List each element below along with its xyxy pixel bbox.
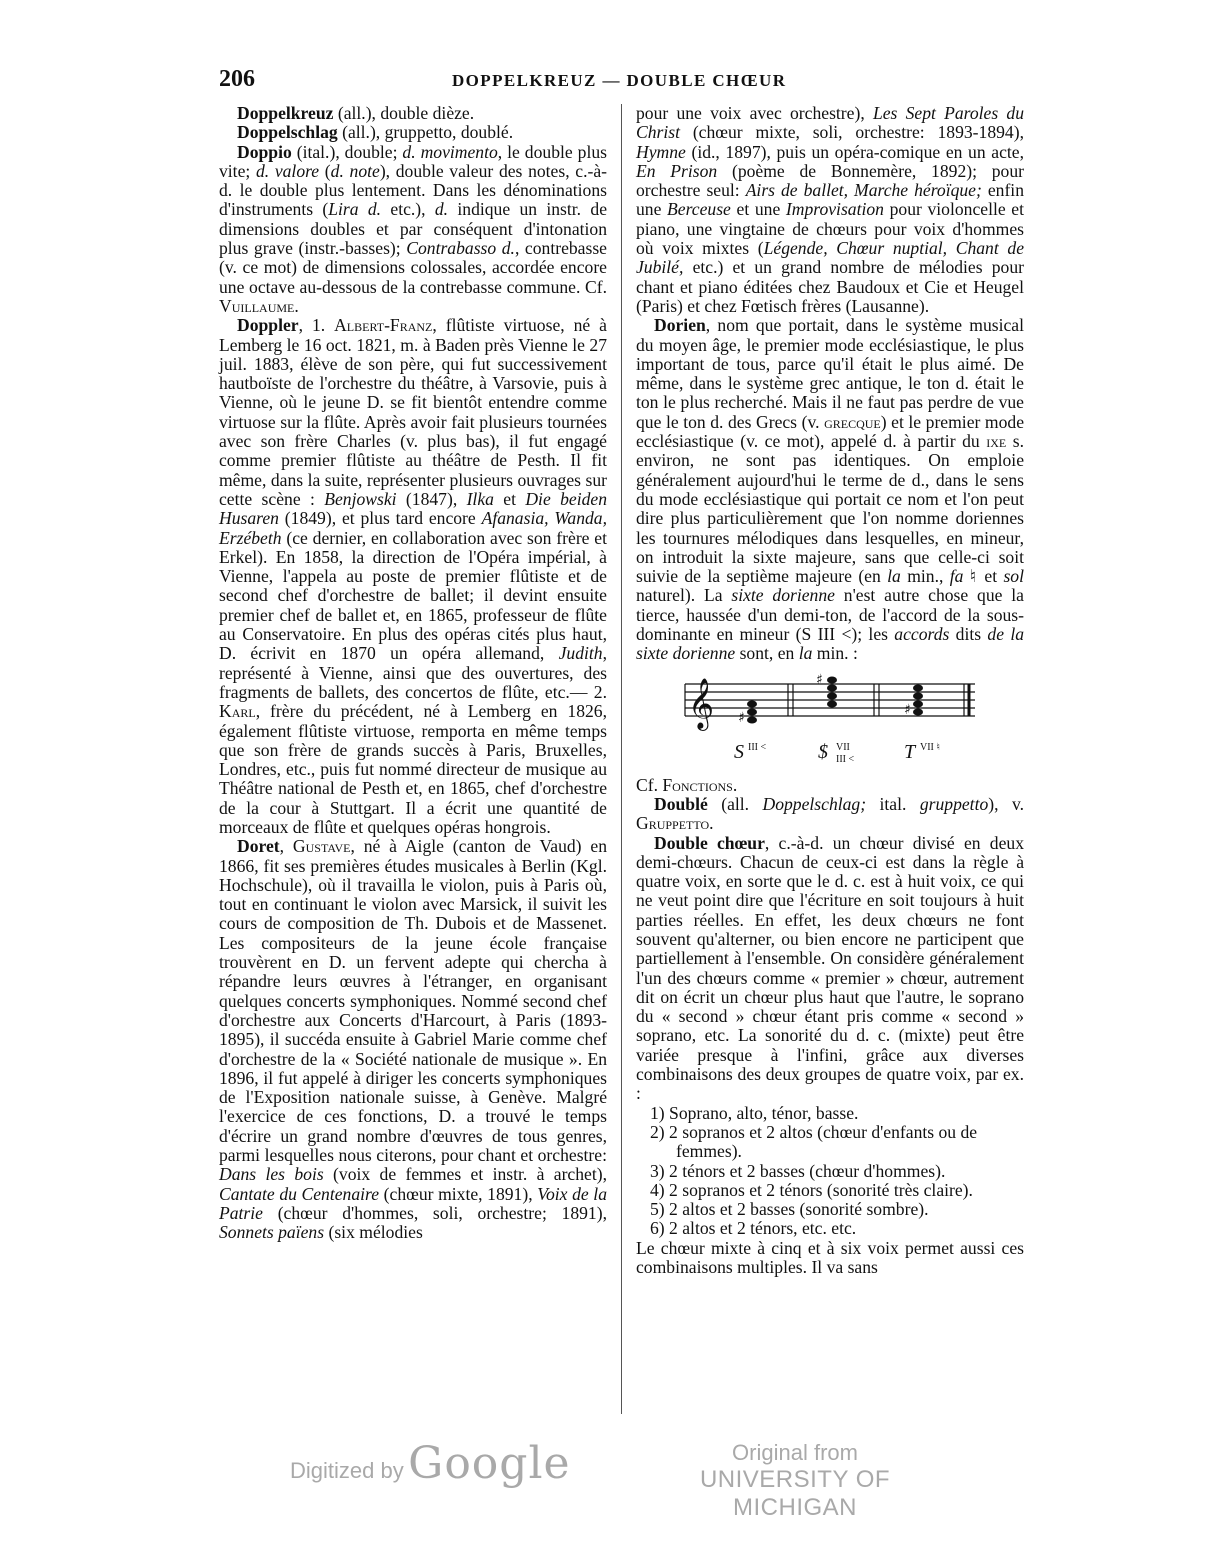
svg-text:III <: III <	[748, 741, 767, 753]
headword: Doret	[237, 836, 280, 857]
headword: Doppelkreuz	[237, 103, 334, 123]
entry-doppelschlag: Doppelschlag (all.), gruppetto, doublé.	[237, 122, 514, 143]
google-logo: Google	[408, 1438, 571, 1489]
voice-combination-list	[636, 1104, 1024, 1239]
left-column	[219, 104, 607, 1243]
svg-text:VII: VII	[836, 741, 850, 753]
music-staff-example	[680, 670, 980, 770]
chord-label-s-barred: $	[818, 740, 828, 763]
list-item: 6) 2 altos et 2 ténors, etc. etc.	[650, 1218, 857, 1239]
list-item: 2) 2 sopranos et 2 altos (chœur d'enfants ou de femmes).	[650, 1121, 978, 1162]
svg-text:VII ♮: VII ♮	[920, 741, 940, 753]
entry-doret-continued: pour une voix avec orchestre), Les Sept Paroles du Christ (chœur mixte, soli, orchestre: 1893-1894), Hymne (id., 1897), puis un opéra-comique en un acte, En Prison (poème de Bonnemère, 1892); pour orchestre seul: Airs de ballet, Marche héroïque; enfin une Berceuse et une Improvisation pour violoncelle et piano, une vingtaine de chœurs pour voix d'hommes où voix mixtes (Légende, Chœur nuptial, Chant de Jubilé, etc.) et un grand nombre de mélodies pour chant et piano éditées chez Baudoux et Cie et Heugel (Paris) et chez Fœtisch frères (Lausanne).	[636, 103, 1025, 316]
list-item: 5) 2 altos et 2 basses (sonorité sombre).	[650, 1199, 929, 1220]
entry-dorien: Dorien, nom que portait, dans le système musical du moyen âge, le premier mode ecclésiastique, le plus important de tous, parce qu'il était le plus aimé. De même, dans le système grec antique, le ton d. était le ton le plus recherché. Mais il ne faut pas perdre de vue que le ton d. des Grecs (v. grecque) et le premier mode ecclésiastique (v. ce mot), appelé d. à partir du ixe s. environ, ne sont pas identiques. On emploie généralement aujourd'hui le terme de d., dans le sens du mode ecclésiastique qui portait ce nom et l'on peut dire plus particulièrement que l'on nomme doriennes les tournures mélodiques dans lesquelles, en mineur, on introduit la sixte majeure, sans que celle-ci soit suivie de la septième majeure (en la min., fa ♮ et sol naturel). La sixte dorienne n'est autre chose que la tierce, haussée d'un demi-ton, de l'accord de la sous-dominante en mineur (S III <); les accords dits de la sixte dorienne sont, en la min. :	[636, 315, 1025, 664]
headword: Doppler	[237, 315, 299, 336]
entry-double: Doublé (all. Doppelschlag; ital. gruppetto), v. Gruppetto.	[636, 793, 1025, 834]
list-item: 4) 2 sopranos et 2 ténors (sonorité très claire).	[650, 1179, 973, 1200]
svg-text:III <: III <	[836, 753, 855, 765]
headword: Doppio	[237, 141, 292, 162]
headword: Doublé	[654, 793, 708, 814]
entry-doppler: Doppler, 1. Albert-Franz, flûtiste virtuose, né à Lemberg le 16 oct. 1821, m. à Baden près Vienne le 27 juil. 1883, élève de son père, qui fut successivement hautboïste de l'orchestre du théâtre, à Varsovie, puis à Vienne, où le jeune D. se fit bientôt entendre comme virtuose sur la flûte. Après avoir fait plusieurs tournées avec son frère Charles (v. plus bas), il fut engagé comme premier flûtiste au théâtre de Pesth. Il fit même, dans la suite, représenter plusieurs ouvrages sur cette scène : Benjowski (1847), Ilka et Die beiden Husaren (1849), et plus tard encore Afanasia, Wanda, Erzébeth (ce dernier, en collaboration avec son frère et Erkel). En 1858, la direction de l'Opéra impérial, à Vienne, l'appela au poste de premier flûtiste et de second chef d'orchestre de ballet; il devint ensuite premier chef de ballet et, en 1865, professeur de flûte au Conservatoire. En plus des opéras cités plus haut, D. écrivit en 1870 un opéra allemand, Judith, représenté à Vienne, ainsi que des ouvertures, des fragments de ballets, des concertos de flûte, etc.— 2. Karl, frère du précédent, né à Lemberg en 1826, également flûtiste virtuose, remporta en même temps que son frère de grands succès à Paris, Bruxelles, Londres, etc., puis fut nommé directeur de musique au Théâtre national de Pesth et, en 1865, chef d'orchestre de la cour à Stuttgart. Il a écrit une quantité de morceaux de flûte et quelques opéras hongrois.	[219, 315, 608, 837]
chord-label-s: S	[734, 740, 744, 763]
list-item: 3) 2 ténors et 2 basses (chœur d'hommes).	[650, 1160, 946, 1181]
final-paragraph: Le chœur mixte à cinq et à six voix permet aussi ces combinaisons multiples. Il va sans	[636, 1237, 1024, 1278]
headword: Dorien	[654, 315, 706, 336]
cf-fonctions: Cf. Fonctions.	[636, 774, 738, 795]
treble-clef-icon: 𝄞	[688, 677, 715, 729]
chord-label-t: T	[904, 740, 916, 763]
entry-doret: Doret, Gustave, né à Aigle (canton de Vaud) en 1866, fit ses premières études musicales à Berlin (Kgl. Hochschule), où il travailla le violon, puis à Paris où, tout en continuant le violon avec Marsick, il suivit les cours de composition de Th. Dubois et de Massenet. Les compositeurs de la jeune école française trouvèrent en D. un fervent adepte qui chercha à répandre leurs œuvres à l'étranger, en organisant quelques concerts symphoniques. Nommé second chef d'orchestre aux Concerts d'Harcourt, à Paris (1893-1895), il succéda ensuite à Gabriel Marie comme chef d'orchestre de la « Société nationale de musique ». En 1896, il fut appelé à diriger les concerts symphoniques de l'Exposition nationale suisse, à Genève. Malgré l'exercice de ces fonctions, D. a trouvé le temps d'écrire un grand nombre d'œuvres de tous genres, parmi lesquelles nous citerons, pour chant et orchestre: Dans les bois (voix de femmes et instr. à archet), Cantate du Centenaire (chœur mixte, 1891), Voix de la Patrie (chœur d'hommes, soli, orchestre; 1891), Sonnets païens (six mélodies	[219, 836, 607, 1243]
list-item: 1) Soprano, alto, ténor, basse.	[650, 1102, 859, 1123]
entry-doppio: Doppio (ital.), double; d. movimento, le double plus vite; d. valore (d. note), double valeur des notes, c.-à-d. le double plus lentement. Dans les dénominations d'instruments (Lira d. etc.), d. indique un instr. de dimensions doubles et par conséquent d'intonation plus grave (instr.-basses); Contrabasso d., contrebasse (v. ce mot) de dimensions colossales, accordée encore une octave au-dessous de la contrebasse commune. Cf. Vuillaume.	[219, 141, 608, 316]
entry-doppelkreuz: Doppelkreuz (all.), double dièze.	[237, 103, 475, 123]
page-number: 206	[219, 66, 255, 92]
svg-text:♯: ♯	[738, 709, 745, 726]
right-column	[636, 104, 1024, 1277]
entry-double-choeur: Double chœur, c.-à-d. un chœur divisé en deux demi-chœurs. Chacun de ceux-ci est dans la règle à quatre voix, en sorte que le d. c. est à huit voix, ce qui ne veut point dire que l'écriture en soit toujours à huit parties réelles. En effet, les deux chœurs ne font souvent qu'alterner, ou bien encore ne participent que partiellement à l'ensemble. On considère généralement l'un des chœurs comme « premier » chœur, autrement dit on écrit un chœur plus haut que l'autre, le soprano du « second » chœur étant pris comme « second » soprano, etc. La sonorité du d. c. (mixte) peut être variée presque à l'infini, grâce aux diverses combinaisons des deux groupes de quatre voix, par ex. :	[636, 832, 1024, 1104]
column-divider	[621, 104, 622, 1414]
headword: Double chœur	[654, 832, 765, 853]
headword: Doppelschlag	[237, 122, 338, 143]
svg-text:♯: ♯	[904, 701, 911, 718]
running-title: DOPPELKREUZ — DOUBLE CHŒUR	[452, 71, 787, 90]
svg-text:♯: ♯	[816, 671, 823, 688]
digitized-by-google-watermark: Digitized by Google	[290, 1438, 571, 1489]
original-from-watermark: Original from UNIVERSITY OF MICHIGAN	[699, 1440, 891, 1521]
